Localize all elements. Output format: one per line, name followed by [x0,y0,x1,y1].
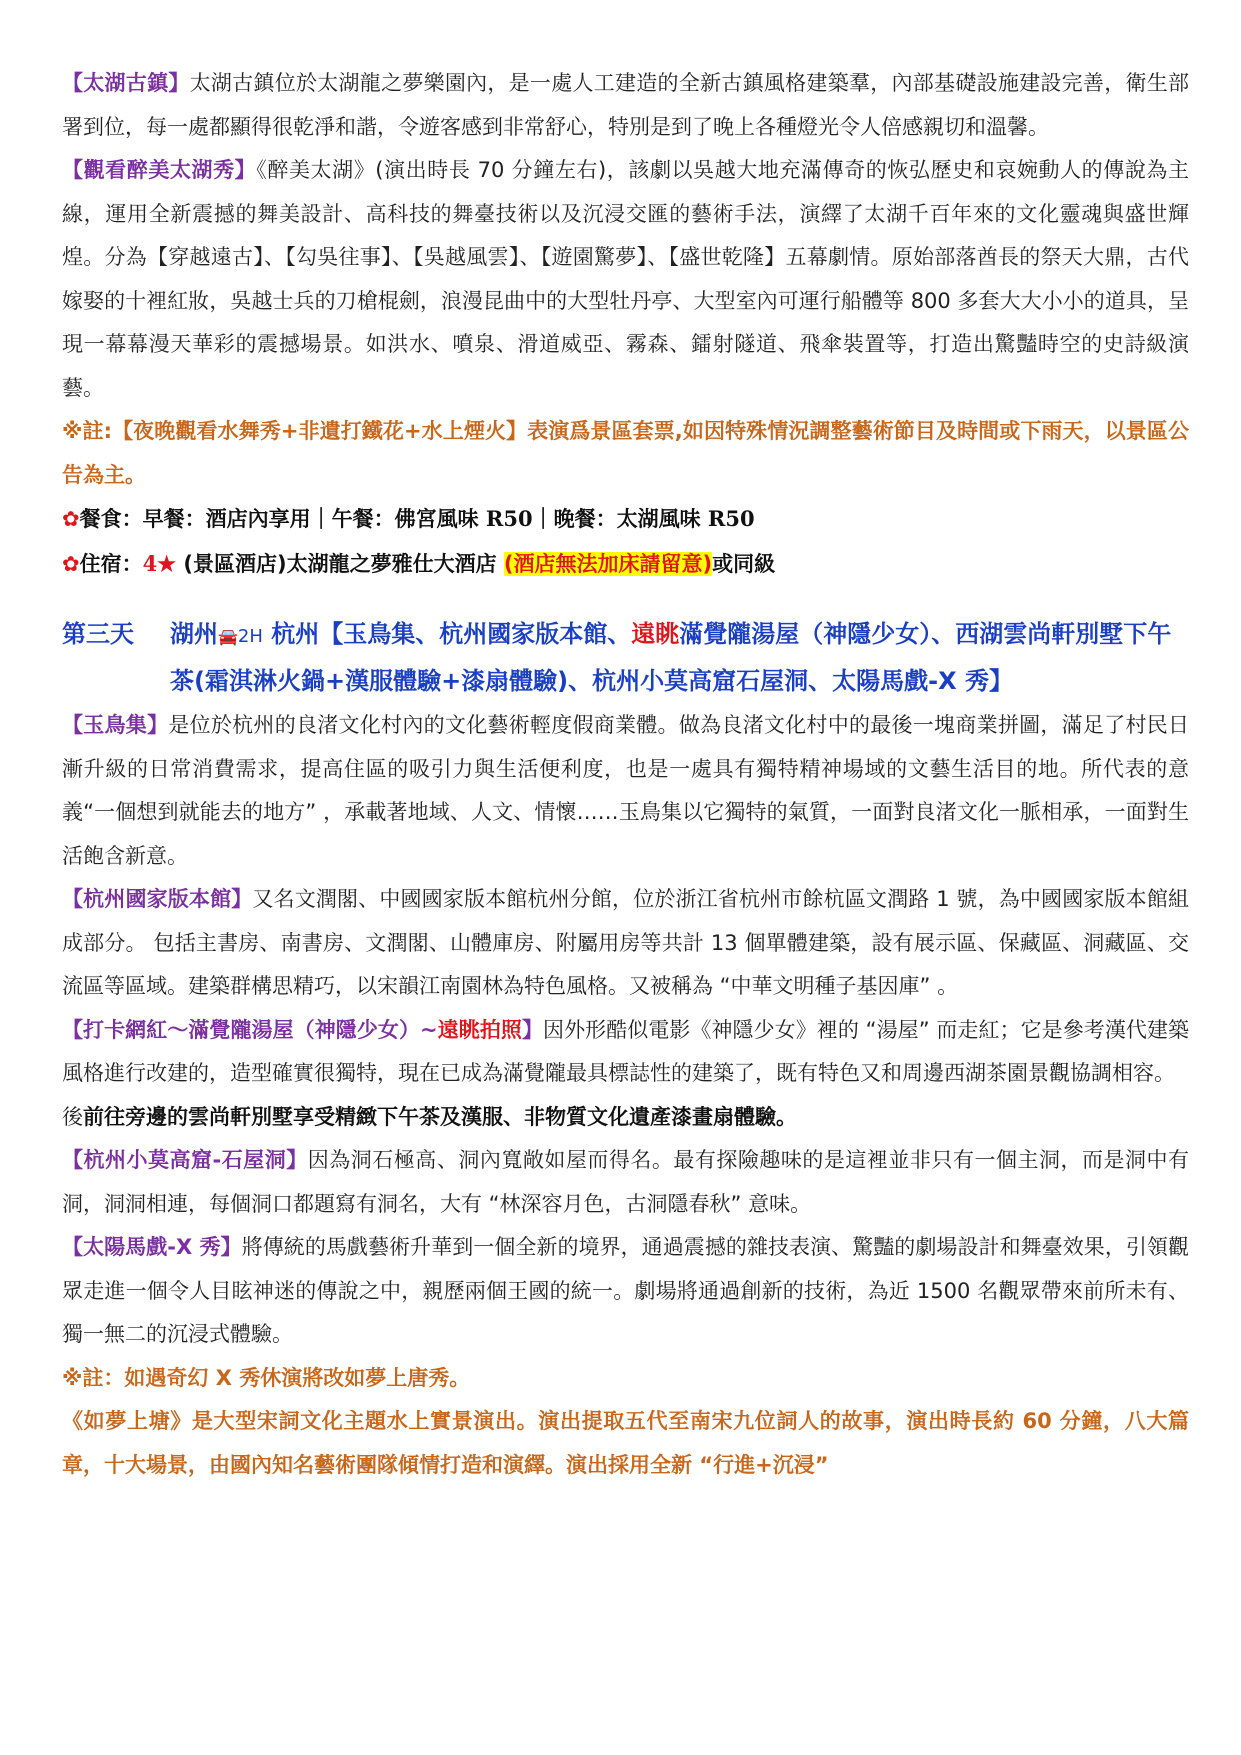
paragraph-taihu-ancient-town [62,62,1189,149]
section-tag: 【觀看醉美太湖秀】 [62,158,257,182]
route-part-2: 滿覺隴湯屋（神隱少女）、西湖雲尚軒別墅下午茶(霜淇淋火鍋+漢服體驗+漆扇體驗)、杭州小莫高窟石屋洞、太陽馬戲-X 秀】 [170,620,1172,695]
route-part-1: 杭州【玉鳥集、杭州國家版本館、 [262,620,632,648]
note-show-replacement [62,1357,1189,1401]
note-text: ※註：如遇奇幻 X 秀休演將改如夢上唐秀。 [62,1365,471,1390]
day3-heading [62,612,1189,704]
hotel-star-rating: 4★ [142,550,177,576]
paragraph-text: 《如夢上塘》是大型宋詞文化主題水上實景演出。演出提取五代至南宋九位詞人的故事，演出時長約 60 分鐘，八大篇章，十大場景，由國內知名藝術團隊傾情打造和演繹。演出採用全新 “行進+沉浸” [62,1409,1189,1477]
car-icon: 🚘 [218,627,238,646]
lunch-price: R50 [485,506,533,531]
travel-duration: 2H [237,626,263,647]
note-text: ※註:【夜晚觀看水舞秀+非遺打鐵花+水上煙火】表演爲景區套票,如因特殊情況調整藝術節目及時間或下雨天，以景區公告為主。 [62,419,1189,487]
note-night-show [62,410,1189,497]
paragraph-text: 前往旁邊的雲尚軒別墅享受精緻下午茶及漢服、非物質文化遺產漆畫扇體驗。 [83,1104,797,1129]
paragraph-text: 又名文潤閣、中國國家版本館杭州分館，位於浙江省杭州市餘杭區文潤路 1 號，為中國國家版本館組成部分。 包括主書房、南書房、文潤閣、山體庫房、附屬用房等共計 13 個單體建築，設有展示區、保藏區、洞藏區、交流區等區域。建築群構思精巧，以宋韻江南園林為特色風格。又被稱為 “中華文明種子基因庫” 。 [62,887,1189,998]
paragraph-rumeng-shangtang [62,1400,1189,1487]
stay-suffix: 或同級 [712,551,776,576]
paragraph-text: 因外形酷似電影《神隱少女》裡的 “湯屋” 而走紅；它是參考漢代建築風格進行改建的，造型確實很獨特，現在已成為滿覺隴最具標誌性的建築了，既有特色又和周邊西湖茶園景觀協調相容。 [62,1017,1190,1085]
meals-separator: ｜晚餐：太湖風味 [532,507,708,531]
paragraph-text: 將傳統的馬戲藝術升華到一個全新的境界，通過震撼的雜技表演、驚豔的劇場設計和舞臺效果，引領觀眾走進一個令人目眩神迷的傳說之中，親歷兩個王國的統一。劇場將通過創新的技術，為近 1500 名觀眾帶來前所未有、獨一無二的沉浸式體驗。 [62,1235,1190,1346]
hotel-name: (景區酒店)太湖龍之夢雅仕大酒店 [176,551,504,576]
paragraph-taihu-show [62,149,1189,410]
meals-label: 餐食：早餐：酒店內享用｜午餐：佛宮風味 [79,507,486,531]
section-tag: 【杭州小莫高窟-石屋洞】 [62,1148,308,1172]
no-extra-bed-notice: (酒店無法加床請留意) [503,551,713,576]
route-origin: 湖州 [170,620,218,648]
paragraph-national-archives [62,878,1189,1009]
paragraph-bathhouse [62,1009,1189,1096]
flower-icon: ✿ [62,551,80,576]
section-tag-highlight: 遠眺拍照 [437,1017,522,1042]
flower-icon: ✿ [62,507,80,531]
route-highlight: 遠眺 [631,620,680,648]
section-tag: 【打卡網紅～滿覺隴湯屋（神隱少女）~ [62,1017,438,1042]
paragraph-x-show [62,1226,1189,1357]
paragraph-text: 因為洞石極高、洞內寬敞如屋而得名。最有探險趣味的是這裡並非只有一個主洞，而是洞中有洞，洞洞相連，每個洞口都題寫有洞名，大有 “林深容月色，古洞隱春秋” 意味。 [62,1148,1189,1216]
section-tag: 【杭州國家版本館】 [62,887,253,911]
paragraph-stone-cave [62,1139,1189,1226]
paragraph-text: 是位於杭州的良渚文化村內的文化藝術輕度假商業體。做為良渚文化村中的最後一塊商業拼圖，滿足了村民日漸升級的日常消費需求，提高住區的吸引力與生活便利度，也是一處具有獨特精神場域的文藝生活目的地。所代表的意義“一個想到就能去的地方” ，承載著地域、人文、情懷……玉鳥集以它獨特的氣質，一面對良渚文化一脈相承，一面對生活飽含新意。 [62,713,1190,868]
paragraph-prefix: 後 [62,1104,83,1129]
meals-line [62,497,1189,542]
dinner-price: R50 [707,506,755,531]
paragraph-yuniao-ji [62,704,1189,878]
day-label: 第三天 [62,620,134,648]
stay-label: 住宿： [79,551,143,576]
section-tag: 【玉鳥集】 [62,713,169,737]
section-tag: 【太陽馬戲-X 秀】 [62,1235,242,1259]
section-tag: 【太湖古鎮】 [62,71,190,95]
stay-line [62,542,1189,587]
paragraph-afternoon-tea [62,1096,1189,1140]
paragraph-text: 太湖古鎮位於太湖龍之夢樂園內，是一處人工建造的全新古鎮風格建築羣，內部基礎設施建設完善，衛生部署到位，每一處都顯得很乾淨和諧，令遊客感到非常舒心，特別是到了晚上各種燈光令人倍感親切和溫馨。 [62,71,1190,139]
section-tag-end: 】 [521,1017,544,1042]
day-route [170,612,1189,704]
paragraph-text: 《醉美太湖》(演出時長 70 分鐘左右)，該劇以吳越大地充滿傳奇的恢弘歷史和哀婉動人的傳說為主線，運用全新震撼的舞美設計、高科技的舞臺技術以及沉浸交匯的藝術手法，演繹了太湖千百年來的文化靈魂與盛世輝煌。分為【穿越遠古】、【勾吳往事】、【吳越風雲】、【遊園驚夢】、【盛世乾隆】五幕劇情。原始部落酋長的祭天大鼎，古代嫁娶的十裡紅妝，吳越士兵的刀槍棍劍，浪漫昆曲中的大型牡丹亭、大型室內可運行船體等 800 多套大大小小的道具，呈現一幕幕漫天華彩的震撼場景。如洪水、噴泉、滑道威亞、霧森、鐳射隧道、飛傘裝置等，打造出驚豔時空的史詩級演藝。 [62,158,1189,400]
